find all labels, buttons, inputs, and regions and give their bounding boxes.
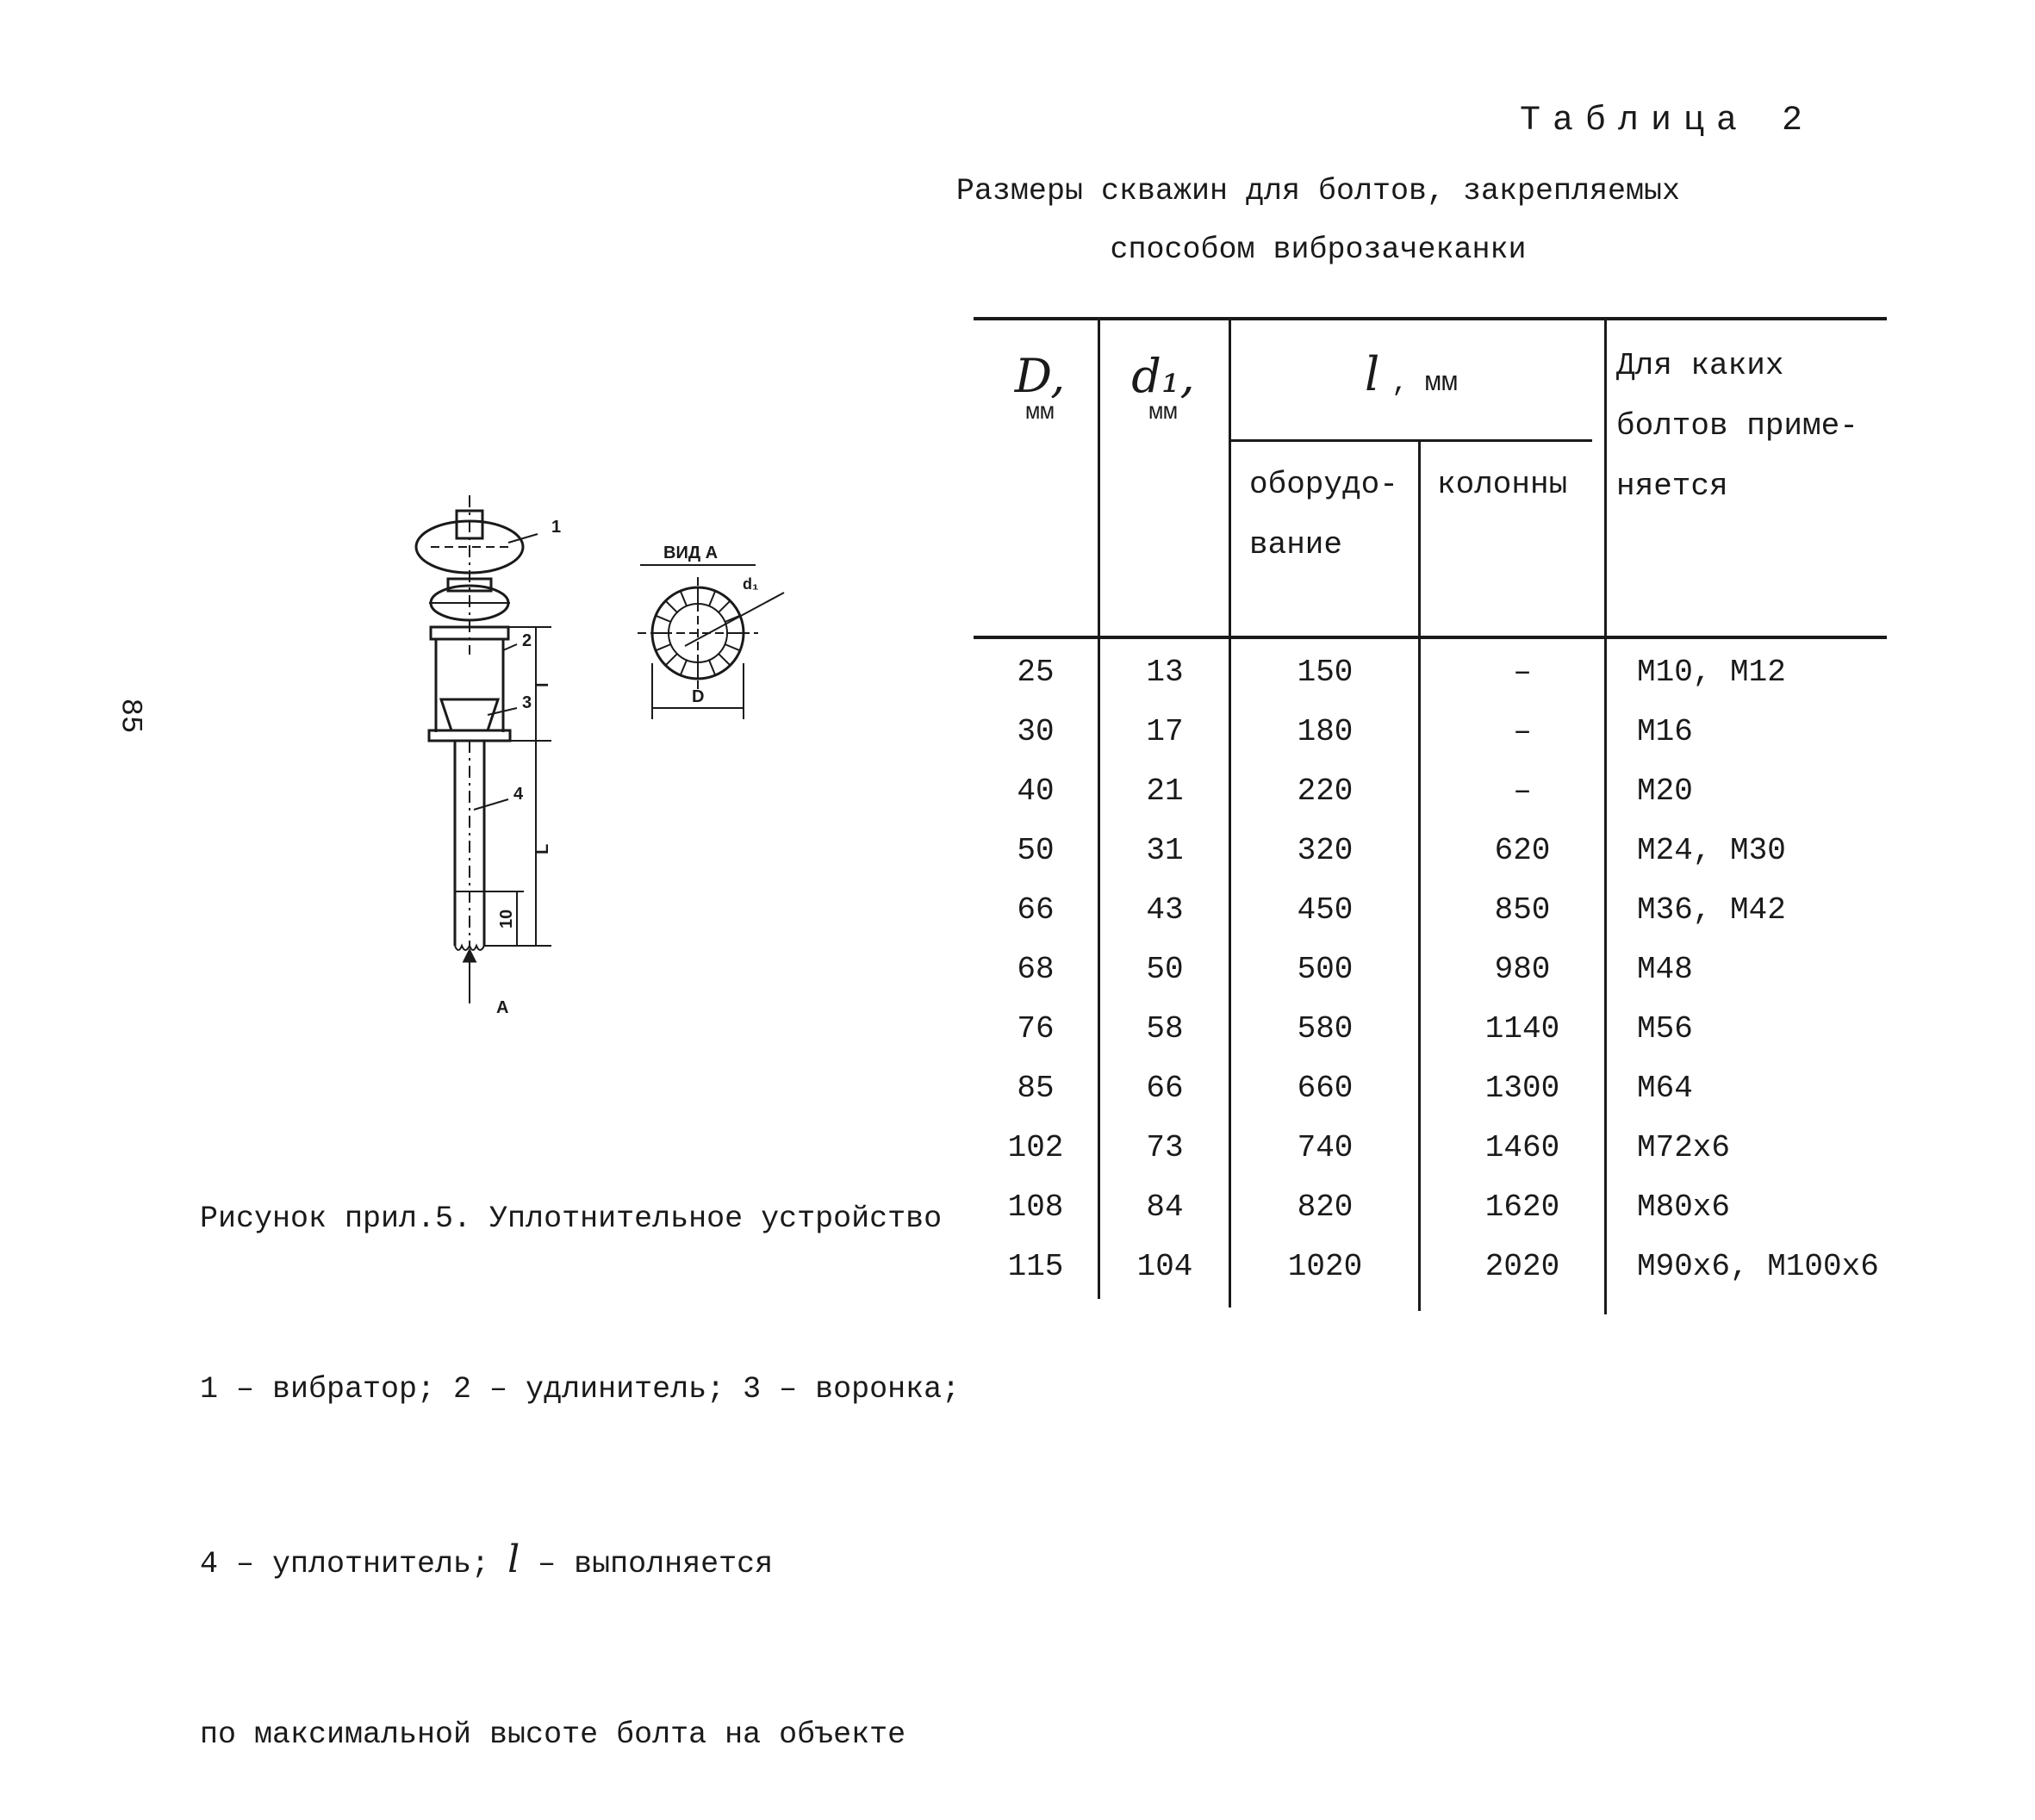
header-l-equipment-line1: оборудо- xyxy=(1249,467,1398,502)
table-cell-columns: 1620 xyxy=(1484,1190,1560,1225)
table-cell-d1: 58 xyxy=(1146,1011,1184,1047)
header-D xyxy=(993,349,1087,426)
page-number: 85 xyxy=(113,698,146,734)
label-1: 1 xyxy=(551,518,562,537)
table-cell-bolts: М80х6 xyxy=(1637,1190,1731,1225)
figure-caption-line2: 1 – вибратор; 2 – удлинитель; 3 – воронка; xyxy=(200,1372,961,1407)
header-bolts-line3: няется xyxy=(1616,469,1728,504)
table-cell-bolts: М64 xyxy=(1637,1071,1693,1106)
table-cell-bolts: М10, М12 xyxy=(1637,655,1786,690)
section-tooth xyxy=(709,591,715,606)
table-col-divider-1 xyxy=(1098,317,1100,1299)
header-bolts xyxy=(1616,336,1858,517)
figure-caption-line3-a: 4 – уплотнитель; xyxy=(200,1547,508,1581)
table-cell-d1: 66 xyxy=(1146,1071,1184,1106)
label-view-a: ВИД А xyxy=(663,544,719,562)
table-cell-columns: 1140 xyxy=(1484,1011,1560,1047)
table-caption-line1: Размеры скважин для болтов, закрепляемых xyxy=(955,174,1681,208)
table-cell-d1: 50 xyxy=(1146,952,1184,987)
table-cell-bolts: М24, М30 xyxy=(1637,833,1786,868)
table-cell-bolts: М72х6 xyxy=(1637,1130,1731,1165)
figure-caption-l-symbol: l xyxy=(507,1537,520,1581)
label-3: 3 xyxy=(522,693,532,712)
table-cell-equip: 450 xyxy=(1297,892,1354,928)
label-D: D xyxy=(692,687,705,706)
table-cell-bolts: М90х6, М100х6 xyxy=(1637,1249,1879,1284)
header-d1 xyxy=(1111,349,1215,426)
table-cell-columns: 1300 xyxy=(1484,1071,1560,1106)
table-cell-equip: 580 xyxy=(1297,1011,1354,1047)
table-cell-columns: – xyxy=(1513,714,1532,749)
figure-caption-line1: Рисунок прил.5. Уплотнительное устройство xyxy=(200,1202,943,1236)
table-cell-D: 50 xyxy=(1017,833,1055,868)
header-d1-unit: мм xyxy=(1148,400,1178,426)
funnel-shape xyxy=(429,699,510,741)
table-cell-d1: 17 xyxy=(1146,714,1184,749)
vibrator-shape xyxy=(416,495,523,655)
label-A: A xyxy=(496,998,509,1017)
figure-caption-line4: по максимальной высоте болта на объекте xyxy=(200,1718,906,1752)
label-10: 10 xyxy=(497,909,516,929)
table-cell-d1: 43 xyxy=(1146,892,1184,928)
compaction-device-drawing xyxy=(379,482,827,1034)
section-tooth xyxy=(719,654,730,665)
table-cell-columns: 980 xyxy=(1494,952,1551,987)
label-2: 2 xyxy=(522,631,532,650)
header-D-unit: мм xyxy=(1025,400,1055,426)
table-top-rule xyxy=(974,317,1887,320)
header-l-equipment-line2: вание xyxy=(1249,527,1343,562)
extender-shape xyxy=(431,627,508,732)
section-tooth xyxy=(709,660,715,675)
header-bolts-line1: Для каких xyxy=(1616,348,1784,383)
table-cell-d1: 21 xyxy=(1146,773,1184,809)
table-cell-D: 68 xyxy=(1017,952,1055,987)
header-l-columns-text: колонны xyxy=(1437,467,1568,502)
header-l-columns xyxy=(1437,455,1567,515)
header-l-symbol: l xyxy=(1364,347,1380,401)
table-cell-columns: 620 xyxy=(1494,833,1551,868)
label-L: L xyxy=(533,843,552,854)
table-cell-equip: 820 xyxy=(1297,1190,1354,1225)
table-header-rule xyxy=(974,636,1887,639)
view-a-section xyxy=(638,565,784,719)
section-tooth xyxy=(719,601,730,612)
table-caption-line2: способом виброзачеканки xyxy=(1110,233,1527,267)
table-col-divider-3 xyxy=(1418,441,1421,1311)
table-caption xyxy=(948,162,1689,279)
table-cell-columns: – xyxy=(1513,655,1532,690)
header-bolts-line2: болтов приме- xyxy=(1616,408,1858,444)
table-cell-D: 30 xyxy=(1017,714,1055,749)
label-d1: d₁ xyxy=(743,575,759,593)
table-cell-equip: 220 xyxy=(1297,773,1354,809)
section-tooth xyxy=(656,644,671,650)
section-tooth xyxy=(681,660,687,675)
section-tooth xyxy=(725,644,740,650)
table-cell-d1: 31 xyxy=(1146,833,1184,868)
header-d1-symbol: d₁, xyxy=(1131,349,1195,403)
section-tooth xyxy=(681,591,687,606)
table-cell-columns: 1460 xyxy=(1484,1130,1560,1165)
table-cell-bolts: М20 xyxy=(1637,773,1693,809)
table-cell-bolts: М36, М42 xyxy=(1637,892,1786,928)
figure-caption xyxy=(200,1077,960,1820)
table-l-subheader-rule xyxy=(1230,439,1592,442)
table-cell-columns: 850 xyxy=(1494,892,1551,928)
table-title: Таблица 2 xyxy=(1520,102,1815,140)
table-cell-equip: 150 xyxy=(1297,655,1354,690)
view-a-arrow xyxy=(464,951,475,1003)
table-cell-D: 102 xyxy=(1007,1130,1064,1165)
table-cell-equip: 660 xyxy=(1297,1071,1354,1106)
label-4: 4 xyxy=(513,785,524,804)
header-l-equipment xyxy=(1249,455,1398,575)
table-cell-bolts: М48 xyxy=(1637,952,1693,987)
table-cell-D: 115 xyxy=(1007,1249,1064,1284)
table-cell-equip: 180 xyxy=(1297,714,1354,749)
figure-caption-line3 xyxy=(200,1531,960,1593)
table-cell-equip: 320 xyxy=(1297,833,1354,868)
table-cell-bolts: М16 xyxy=(1637,714,1693,749)
table-cell-d1: 84 xyxy=(1146,1190,1184,1225)
table-cell-bolts: М56 xyxy=(1637,1011,1693,1047)
table-cell-equip: 1020 xyxy=(1287,1249,1363,1284)
section-tooth xyxy=(656,616,671,622)
table-cell-D: 108 xyxy=(1007,1190,1064,1225)
compactor-shape xyxy=(455,741,484,950)
section-tooth xyxy=(666,601,677,612)
header-l-unit: , мм xyxy=(1391,367,1459,399)
table-cell-D: 76 xyxy=(1017,1011,1055,1047)
figure-caption-line3-b: – выполняется xyxy=(520,1547,774,1581)
header-D-symbol: D, xyxy=(1014,349,1066,403)
label-l: l xyxy=(533,682,552,687)
table-cell-columns: – xyxy=(1513,773,1532,809)
table-cell-d1: 104 xyxy=(1136,1249,1193,1284)
table-cell-d1: 73 xyxy=(1146,1130,1184,1165)
section-tooth xyxy=(666,654,677,665)
header-l xyxy=(1230,347,1592,401)
table-col-divider-2 xyxy=(1229,317,1231,1308)
table-cell-d1: 13 xyxy=(1146,655,1184,690)
table-cell-D: 40 xyxy=(1017,773,1055,809)
table-cell-equip: 740 xyxy=(1297,1130,1354,1165)
table-cell-D: 85 xyxy=(1017,1071,1055,1106)
table-cell-columns: 2020 xyxy=(1484,1249,1560,1284)
table-cell-equip: 500 xyxy=(1297,952,1354,987)
table-cell-D: 25 xyxy=(1017,655,1055,690)
table-cell-D: 66 xyxy=(1017,892,1055,928)
